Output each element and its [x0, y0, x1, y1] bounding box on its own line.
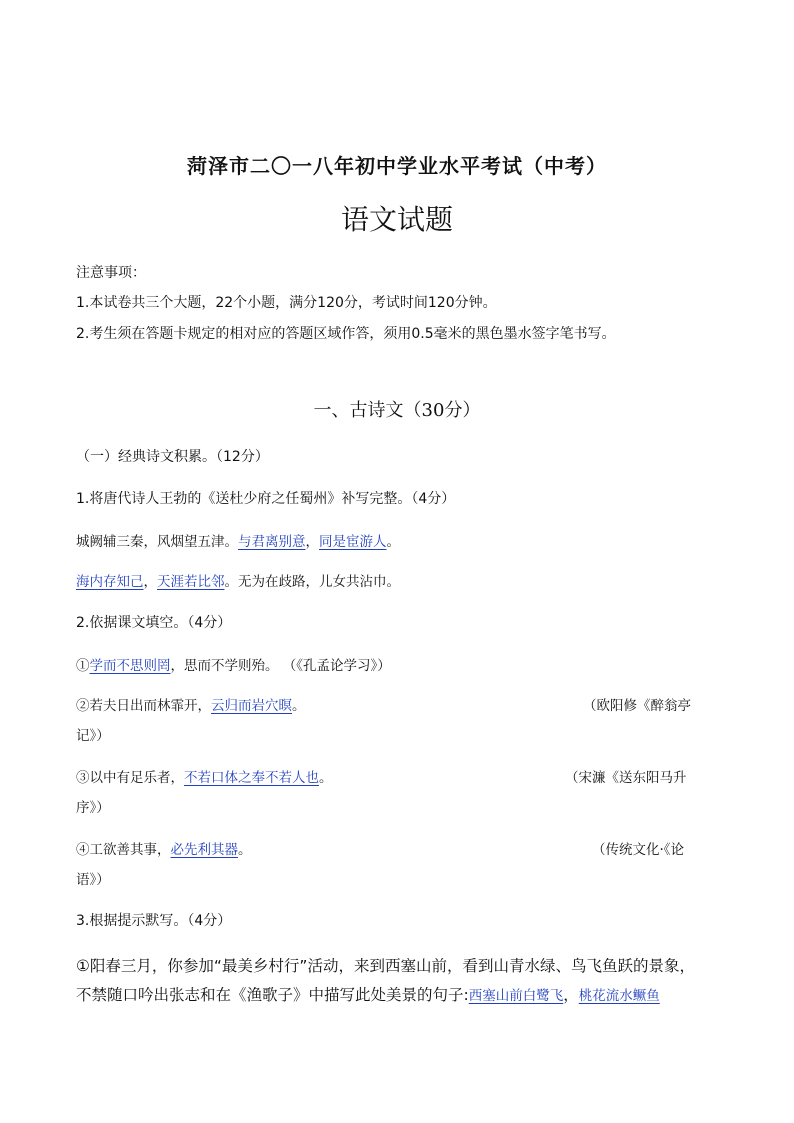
q2-d-end: 。 — [238, 842, 252, 858]
q2-c-source-cont: 序》） — [76, 800, 110, 816]
notice-label: 注意事项： — [76, 265, 146, 281]
q2-a-answer: 学而不思则罔 — [89, 658, 171, 674]
part1-title: （一）经典诗文积累。（12分） — [76, 449, 269, 465]
notice-item-2: 2.考生须在答题卡规定的相对应的答题区域作答，须用0.5毫米的黑色墨水签字笔书写。 — [76, 326, 616, 342]
q2-d-answer: 必先利其器 — [170, 842, 238, 858]
q2-prompt: 2.依据课文填空。（4分） — [76, 615, 232, 631]
q1-answer-2: 同是宦游人 — [319, 534, 387, 550]
q2-a-num: ① — [76, 658, 90, 674]
q2-d-source: （传统文化·《论 — [592, 842, 685, 858]
q1-line2-text: 。无为在歧路，儿女共沾巾。 — [224, 574, 400, 590]
q2-b-source: （欧阳修《醉翁亭 — [583, 698, 691, 714]
q1-answer-1: 与君离别意 — [238, 534, 306, 550]
q3-line2-text: 不禁随口吟出张志和在《渔歌子》中描写此处美景的句子: — [76, 986, 469, 1004]
q2-b-text: ②若夫日出而林霏开， — [76, 698, 211, 714]
notice-item-1: 1.本试卷共三个大题，22个小题，满分120分，考试时间120分钟。 — [76, 295, 497, 311]
q2-b-source-cont: 记》） — [76, 728, 110, 744]
q2-d-source-cont: 语》） — [76, 872, 110, 888]
exam-title: 菏泽市二〇一八年初中学业水平考试（中考） — [187, 154, 607, 178]
q3-line2 — [76, 983, 660, 1005]
q3-prompt: 3.根据提示默写。（4分） — [76, 913, 232, 929]
q1-line2 — [76, 570, 400, 590]
q1-line1 — [76, 530, 400, 550]
q3-sep: ， — [563, 986, 579, 1004]
q2-item-b — [76, 694, 306, 714]
q1-line1-text: 城阙辅三秦，风烟望五津。 — [76, 534, 238, 550]
q3-answer-1: 西塞山前白鹭飞 — [468, 988, 564, 1004]
q1-sep-1: ， — [305, 534, 319, 550]
q2-item-d — [76, 838, 252, 858]
q2-b-answer: 云归而岩穴暝 — [211, 698, 292, 714]
q2-c-answer: 不若口体之奉不若人也 — [184, 770, 319, 786]
q1-prompt: 1.将唐代诗人王勃的《送杜少府之任蜀州》补写完整。（4分） — [76, 491, 456, 507]
subject-title: 语文试题 — [340, 203, 453, 236]
q1-end-1: 。 — [386, 534, 400, 550]
q2-item-a — [76, 654, 391, 674]
q1-answer-3: 海内存知己 — [76, 574, 144, 590]
q2-c-text: ③以中有足乐者， — [76, 770, 184, 786]
q2-c-end: 。 — [319, 770, 333, 786]
q1-sep-2: ， — [143, 574, 157, 590]
section-title: 一、古诗文（30分） — [313, 400, 481, 421]
q2-item-c — [76, 766, 333, 786]
q2-d-text: ④工欲善其事， — [76, 842, 171, 858]
q3-line1: ①阳春三月，你参加“最美乡村行”活动，来到西塞山前，看到山青水绿、鸟飞鱼跃的景象， — [76, 957, 695, 975]
q3-answer-2: 桃花流水鳜鱼 — [578, 988, 660, 1004]
q2-a-text: ，思而不学则殆。 （《孔孟论学习》） — [170, 658, 391, 674]
q2-b-end: 。 — [292, 698, 306, 714]
q2-c-source: （宋濂《送东阳马升 — [565, 770, 687, 786]
q1-answer-4: 天涯若比邻 — [157, 574, 225, 590]
